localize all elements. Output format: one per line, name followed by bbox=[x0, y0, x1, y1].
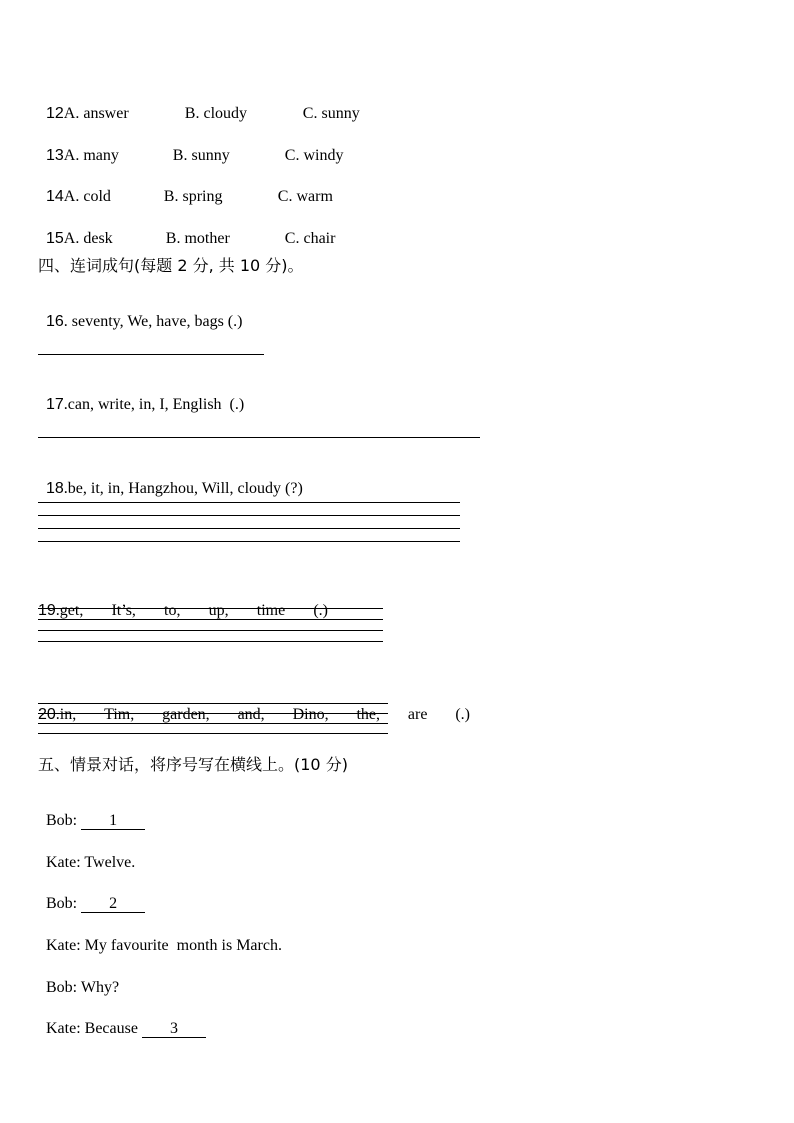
question-17: 17.can, write, in, I, English (.) bbox=[46, 396, 245, 413]
mcq-question-14: 14A. cold B. spring C. warm bbox=[46, 188, 333, 205]
answer-line-19d[interactable] bbox=[38, 641, 383, 642]
answer-line-20b[interactable] bbox=[38, 713, 388, 714]
answer-line-20d[interactable] bbox=[38, 733, 388, 734]
dialogue-line-1: Bob: 1 bbox=[38, 794, 145, 830]
option-b: B. spring bbox=[163, 188, 223, 205]
answer-line-18d[interactable] bbox=[38, 541, 460, 542]
section-4-title: 四、连词成句(每题 2 分, 共 10 分)。 bbox=[38, 256, 304, 275]
question-18: 18.be, it, in, Hangzhou, Will, cloudy (?) bbox=[46, 480, 303, 497]
option-b: B. cloudy bbox=[184, 105, 248, 122]
answer-blank-1[interactable]: 1 bbox=[81, 813, 145, 830]
question-16: 16. seventy, We, have, bags (.) bbox=[46, 313, 243, 330]
answer-blank-3[interactable]: 3 bbox=[142, 1021, 206, 1038]
answer-line-19c[interactable] bbox=[38, 630, 383, 631]
mcq-question-13: 13A. many B. sunny C. windy bbox=[46, 147, 344, 164]
answer-line-18a[interactable] bbox=[38, 502, 460, 503]
option-b: B. mother bbox=[165, 230, 230, 247]
option-a: A. cold bbox=[63, 188, 111, 205]
dialogue-line-4: Kate: My favourite month is March. bbox=[46, 937, 282, 954]
answer-line-16[interactable] bbox=[38, 354, 264, 355]
option-a: A. many bbox=[63, 147, 119, 164]
option-c: C. sunny bbox=[302, 105, 360, 122]
option-b: B. sunny bbox=[172, 147, 230, 164]
mcq-question-15: 15A. desk B. mother C. chair bbox=[46, 230, 336, 247]
answer-line-17[interactable] bbox=[38, 437, 480, 438]
dialogue-line-5: Bob: Why? bbox=[46, 979, 120, 996]
option-c: C. warm bbox=[277, 188, 333, 205]
option-c: C. windy bbox=[284, 147, 344, 164]
dialogue-line-3: Bob: 2 bbox=[38, 877, 145, 913]
question-20: 20.in, Tim, garden, and, Dino, the, are (.) bbox=[38, 706, 470, 723]
section-5-title: 五、情景对话，将序号写在横线上。(10 分) bbox=[38, 755, 348, 774]
mcq-question-12: 12A. answer B. cloudy C. sunny bbox=[46, 105, 360, 122]
option-a: A. desk bbox=[63, 230, 113, 247]
answer-line-18c[interactable] bbox=[38, 528, 460, 529]
answer-line-20c[interactable] bbox=[38, 723, 388, 724]
answer-line-19a[interactable] bbox=[38, 608, 383, 609]
option-a: A. answer bbox=[63, 105, 129, 122]
answer-line-18b[interactable] bbox=[38, 515, 460, 516]
answer-blank-2[interactable]: 2 bbox=[81, 896, 145, 913]
dialogue-line-2: Kate: Twelve. bbox=[46, 854, 136, 871]
question-19: 19.get, It’s, to, up, time (.) bbox=[38, 602, 328, 619]
option-c: C. chair bbox=[284, 230, 336, 247]
answer-line-19b[interactable] bbox=[38, 619, 383, 620]
dialogue-line-6: Kate: Because 3 bbox=[38, 1002, 206, 1038]
answer-line-20a[interactable] bbox=[38, 703, 388, 704]
